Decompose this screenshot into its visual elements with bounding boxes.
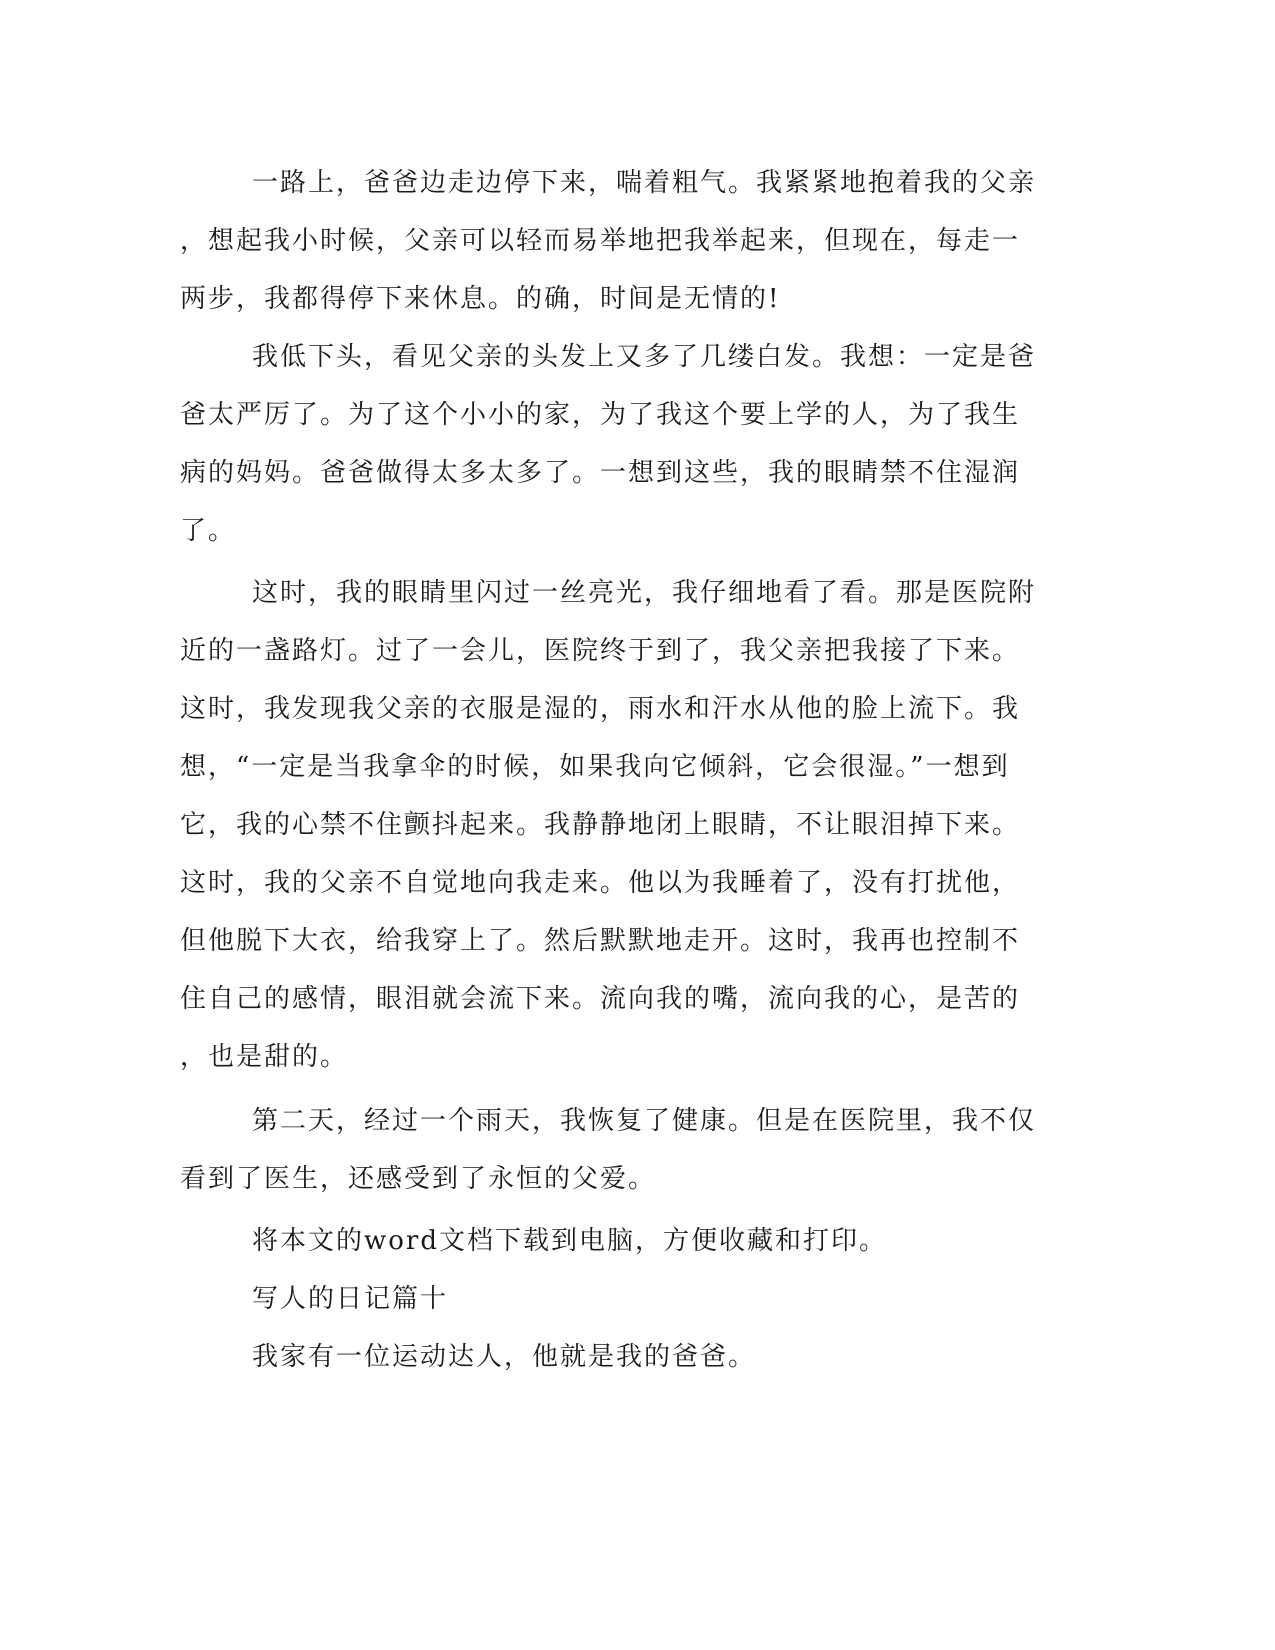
text-line: 将本文的word文档下载到电脑，方便收藏和打印。 <box>252 1226 887 1256</box>
text-line: 它，我的心禁不住颤抖起来。我静静地闭上眼睛，不让眼泪掉下来。 <box>180 810 1021 840</box>
text-line: 看到了医生，还感受到了永恒的父爱。 <box>180 1164 657 1194</box>
text-line: 这时，我的父亲不自觉地向我走来。他以为我睡着了，没有打扰他， <box>180 868 1021 898</box>
text-line: 爸太严厉了。为了这个小小的家，为了我这个要上学的人，为了我生 <box>180 400 1021 430</box>
text-line: 住自己的感情，眼泪就会流下来。流向我的嘴，流向我的心，是苦的 <box>180 984 1021 1014</box>
text-line: ，也是甜的。 <box>180 1042 349 1072</box>
text-line: 但他脱下大衣，给我穿上了。然后默默地走开。这时，我再也控制不 <box>180 926 1021 956</box>
text-line: 两步，我都得停下来休息。的确，时间是无情的! <box>180 284 781 314</box>
text-line: 第二天，经过一个雨天，我恢复了健康。但是在医院里，我不仅 <box>252 1106 1037 1136</box>
text-line: 这时，我发现我父亲的衣服是湿的，雨水和汗水从他的脸上流下。我 <box>180 694 1021 724</box>
text-line: 近的一盏路灯。过了一会儿，医院终于到了，我父亲把我接了下来。 <box>180 636 1021 666</box>
text-line: 病的妈妈。爸爸做得太多太多了。一想到这些，我的眼睛禁不住湿润 <box>180 458 1021 488</box>
text-line: 我家有一位运动达人，他就是我的爸爸。 <box>252 1342 757 1372</box>
text-line: ，想起我小时候，父亲可以轻而易举地把我举起来，但现在，每走一 <box>180 226 1021 256</box>
section-heading: 写人的日记篇十 <box>252 1284 449 1314</box>
text-line: 想，“一定是当我拿伞的时候，如果我向它倾斜，它会很湿。”一想到 <box>180 752 1010 782</box>
text-line: 一路上，爸爸边走边停下来，喘着粗气。我紧紧地抱着我的父亲 <box>252 168 1037 198</box>
text-line: 我低下头，看见父亲的头发上又多了几缕白发。我想：一定是爸 <box>252 342 1037 372</box>
text-line: 了。 <box>180 516 237 546</box>
text-line: 这时，我的眼睛里闪过一丝亮光，我仔细地看了看。那是医院附 <box>252 578 1037 608</box>
